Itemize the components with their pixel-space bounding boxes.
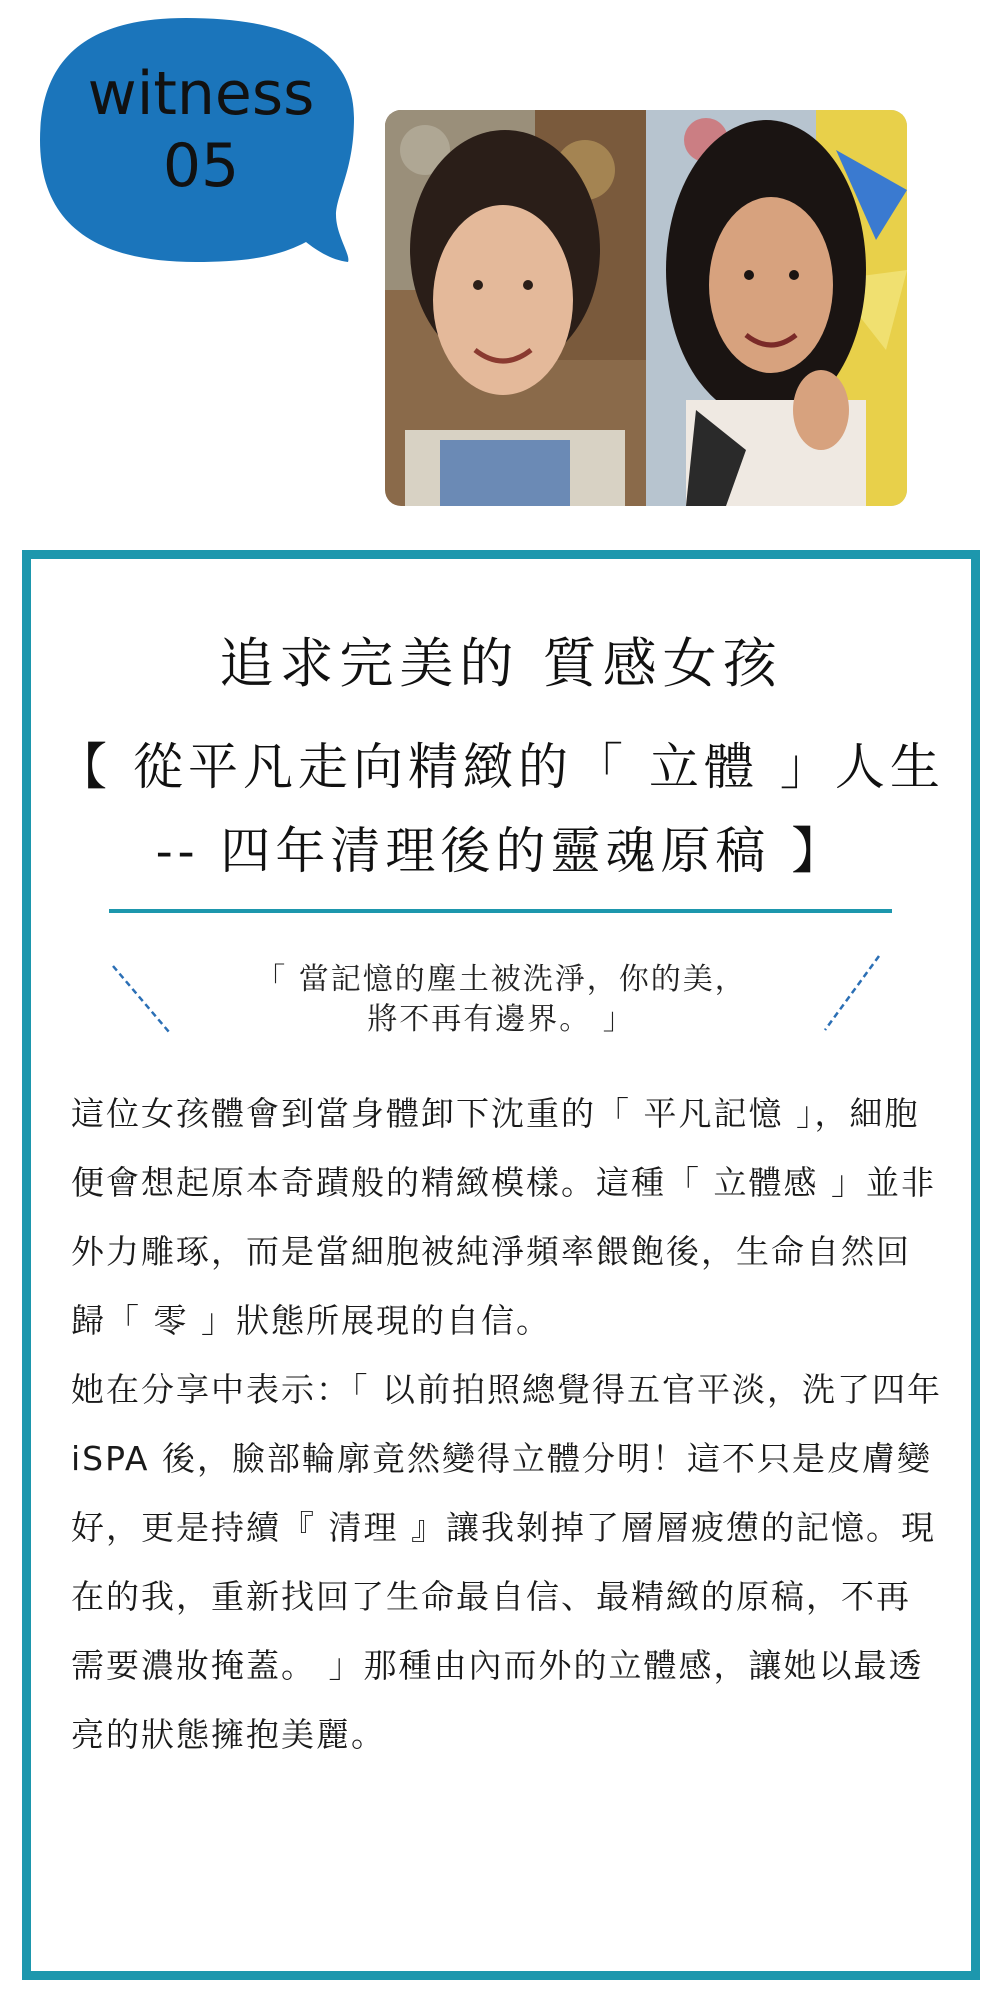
card-title: 追求完美的 質感女孩	[219, 632, 783, 695]
story-paragraph-1: 這位女孩體會到當身體卸下沈重的「 平凡記憶 」，細胞便會想起原本奇蹟般的精緻模樣。這種「 立體感 」並非外力雕琢，而是當細胞被純淨頻率餵飽後，生命自然回歸「 零 」狀態所展現的自信。	[71, 1094, 936, 1340]
subtitle-line-2: -- 四年清理後的靈魂原稿 】	[155, 822, 847, 880]
title-divider	[109, 909, 892, 913]
badge-label	[36, 58, 366, 202]
story-paragraph-2: 她在分享中表示：「 以前拍照總覺得五官平淡，洗了四年 iSPA 後，臉部輪廓竟然變得立體分明！這不只是皮膚變好，更是持續『 清理 』讓我剝掉了層層疲憊的記憶。現在的我，重新找回了生命最自信、最精緻的原稿，不再需要濃妝掩蓋。 」那種由內而外的立體感，讓她以最透亮的狀態擁抱美麗。	[71, 1370, 942, 1754]
before-after-photos	[385, 110, 907, 506]
before-photo	[385, 110, 646, 506]
quote-line-1: 「 當記憶的塵土被洗淨，你的美，	[255, 962, 747, 997]
after-photo	[646, 110, 907, 506]
pull-quote	[31, 954, 971, 1064]
quote-line-2: 將不再有邊界。 」	[367, 1002, 635, 1037]
badge-line-1: witness	[87, 59, 315, 129]
subtitle-line-1: 【 從平凡走向精緻的「 立體 」人生	[57, 738, 945, 796]
story-body	[71, 1079, 943, 1769]
badge-line-2: 05	[162, 131, 240, 201]
witness-badge	[36, 10, 366, 270]
testimonial-card	[22, 550, 980, 1980]
